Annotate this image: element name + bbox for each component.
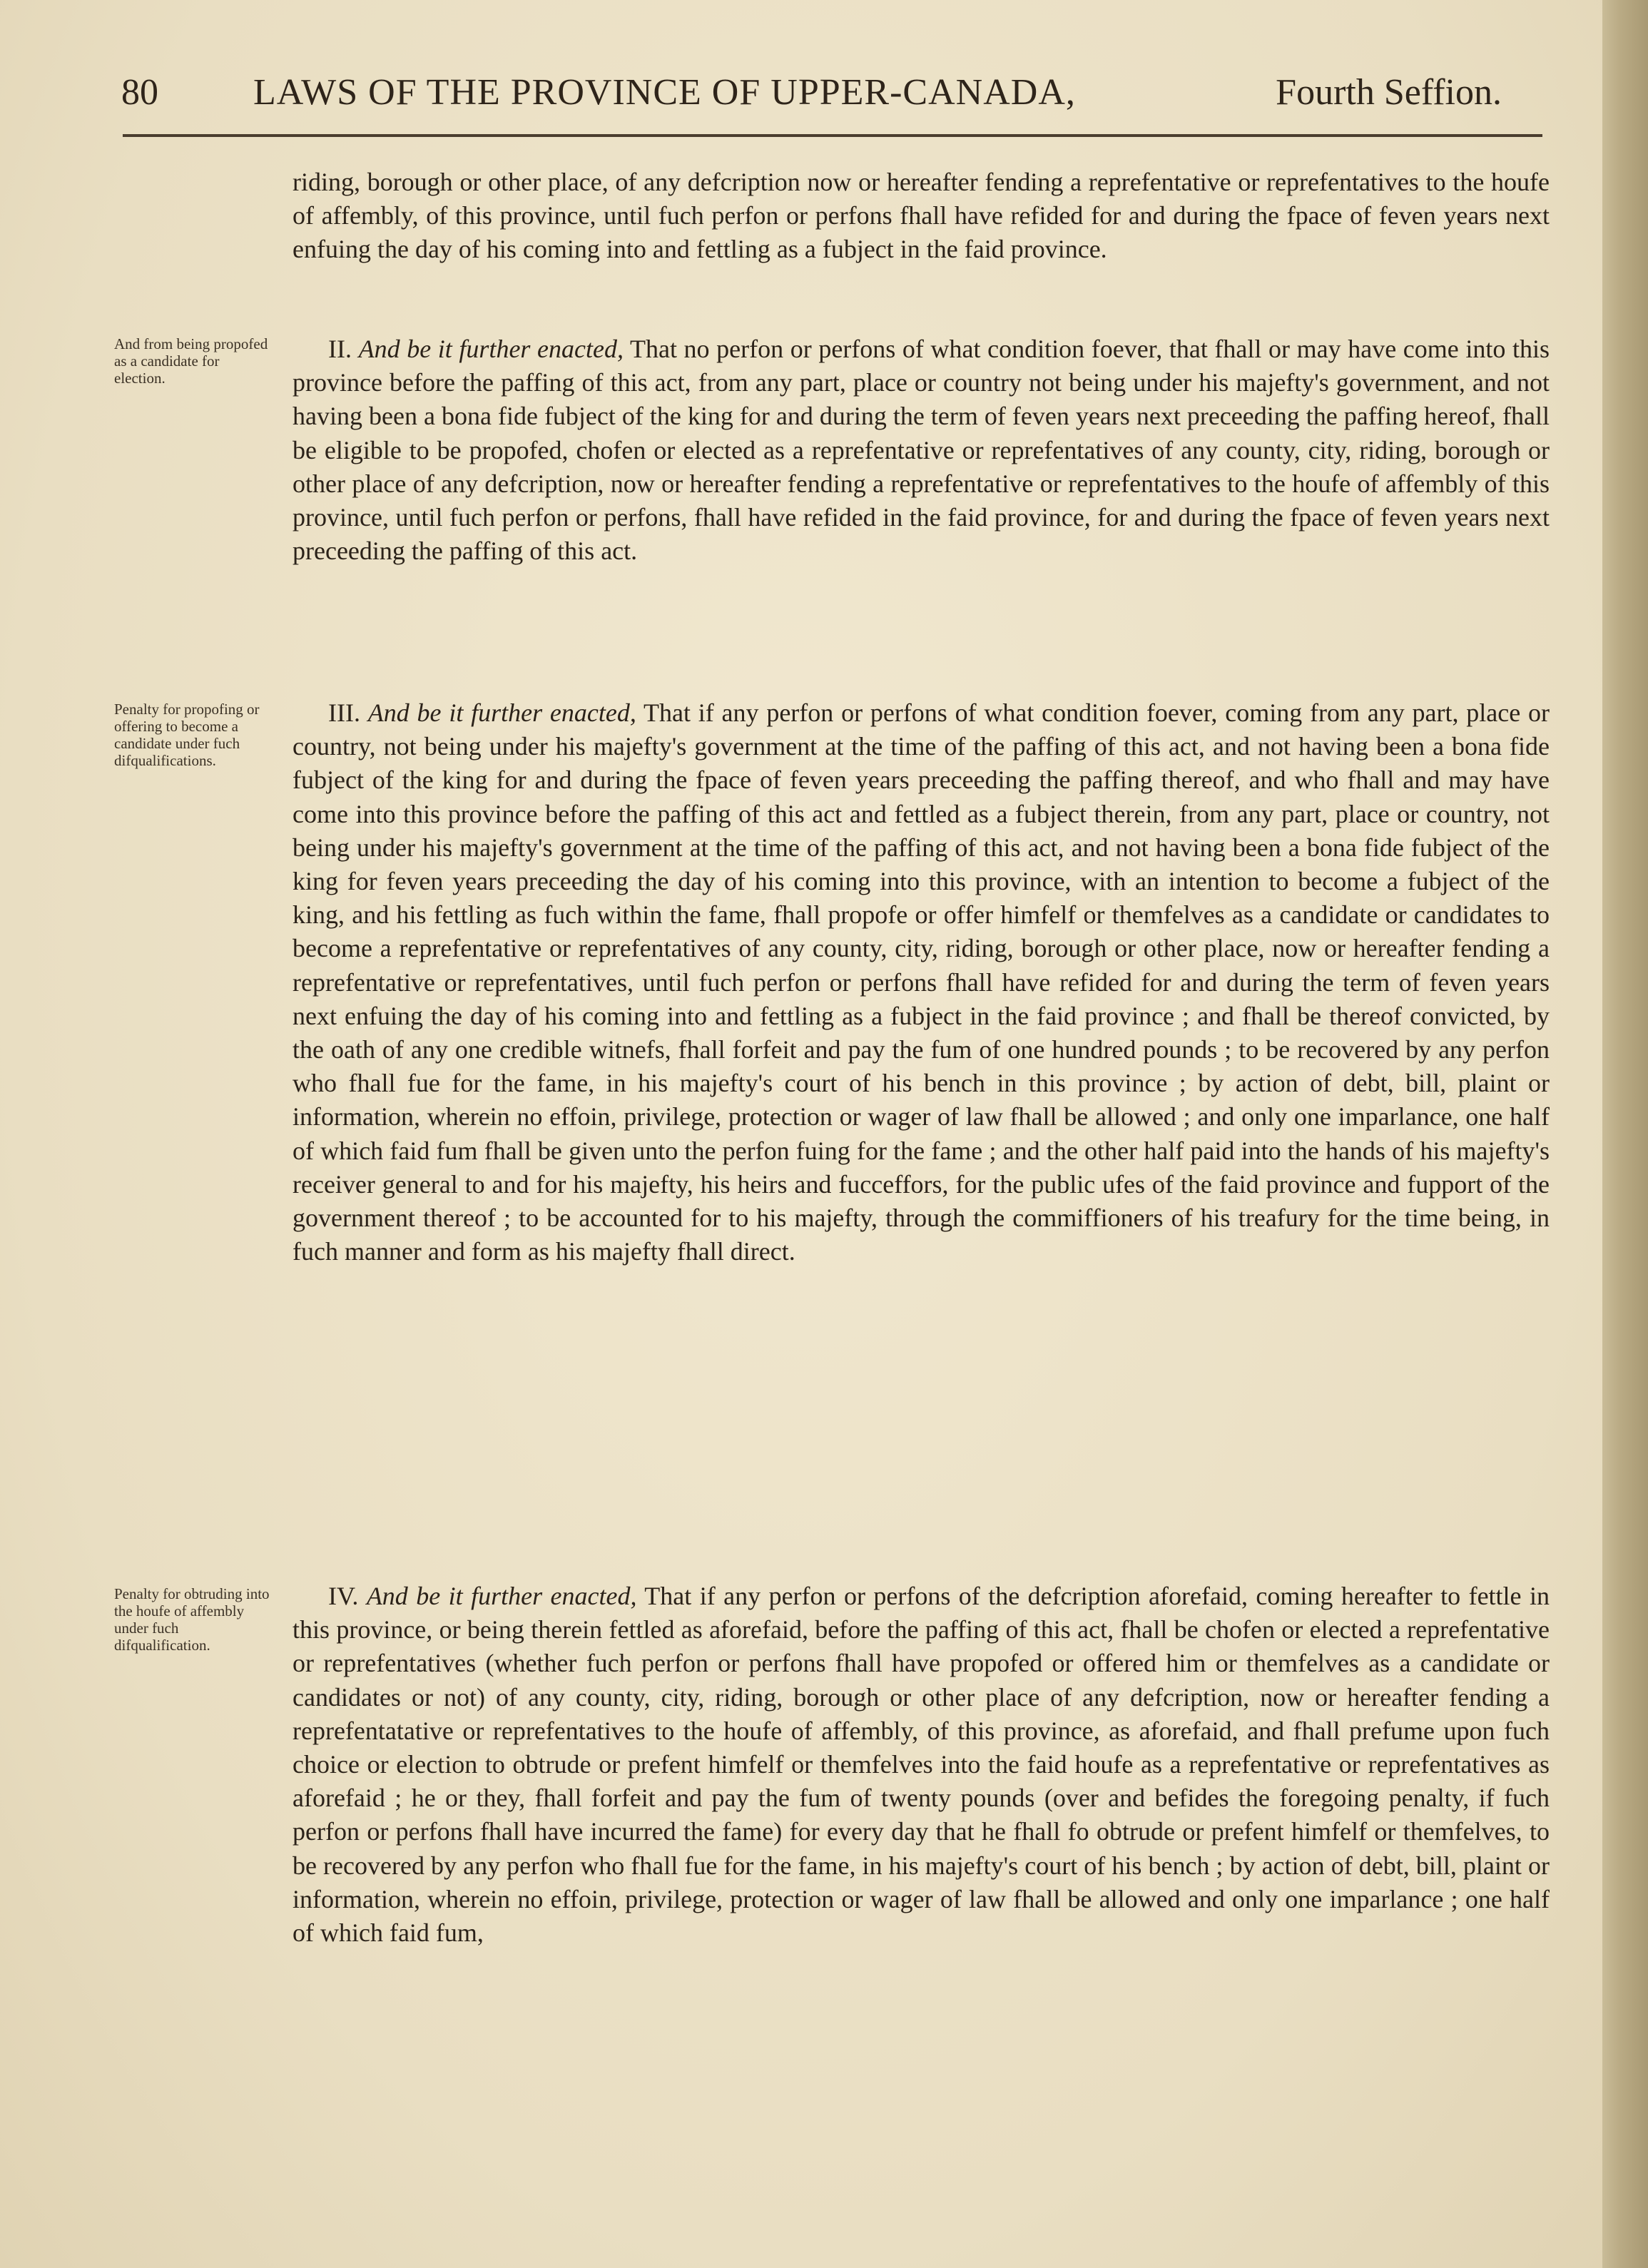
book-spine-edge: [1602, 0, 1648, 2268]
margin-note-penalty-proposing: Penalty for propofing or offering to become a candidate under fuch difqualifications.: [114, 701, 260, 769]
page-number: 80: [121, 72, 158, 113]
session-label: Fourth Seffion.: [1276, 72, 1502, 113]
section-paragraph: [293, 696, 1550, 1268]
running-title: LAWS OF THE PROVINCE OF UPPER-CANADA,: [253, 72, 1076, 113]
section-text: That no perfon or perfons of what condition foever, that fhall or may have come into this province before the paffing of this act, from any part, place or country not being under his majefty's government, and not having been a bona fide fubject of the king for and during the term of feven years next preceeding the paffing hereof, fhall be eligible to be propofed, chofen or elected as a reprefentative or reprefentatives of any county, city, riding, borough or other place of any defcription, now or hereafter fending a reprefentative or reprefentatives to the houfe of affembly of this province, until fuch perfon or perfons, fhall have refided in the faid province, for and during the fpace of feven years next preceeding the paffing of this act.: [293, 335, 1550, 566]
page-header: [121, 68, 1502, 118]
header-rule: [123, 134, 1542, 137]
section-text: That if any perfon or perfons of what condition foever, coming from any part, place or country, not being under his majefty's government at the time of the paffing of this act, and not having been a bona fide fubject of the king for and during the fpace of feven years preceeding the paffing thereof, and who fhall and may have come into this province before the paffing of this act and fettled as a fubject therein, from any part, place or country, not being under his majefty's government at the time of the paffing of this act, and not having been a bona fide fubject of the king for feven years preceeding the day of his coming into this province, with an intention to become a fubject of the king, and his fettling as fuch within the fame, fhall propofe or offer himfelf or themfelves as a candidate or candidates to become a reprefentative or reprefentatives of any county, city, riding, borough or other place, now or hereafter fending a reprefentative or reprefentatives, until fuch perfon or perfons fhall have refided for and during the term of feven years next enfuing the day of his coming into and fettling as a fubject in the faid province ; and fhall be thereof convicted, by the oath of any one credible witnefs, fhall forfeit and pay the fum of one hundred pounds ; to be recovered by any perfon who fhall fue for the fame, in his majefty's court of his bench in this province ; by action of debt, bill, plaint or information, wherein no effoin, privilege, protection or wager of law fhall be allowed ; and only one imparlance, one half of which faid fum fhall be given unto the perfon fuing for the fame ; and the other half paid into the hands of his majefty's receiver general to and for his majefty, his heirs and fucceffors, for the public ufes of the faid province and fupport of the government thereof ; to be accounted for to his majefty, through the commiffioners of his treafury for the time being, in fuch manner and form as his majefty fhall direct.: [293, 698, 1550, 1266]
section-paragraph: [293, 332, 1550, 568]
paragraph-text: riding, borough or other place, of any defcription now or hereafter fending a reprefentative or reprefentatives to the houfe of affembly, of this province, until fuch perfon or perfons fhall have refided for and during the fpace of feven years next enfuing the day of his coming into and fettling as a fubject in the faid province.: [293, 168, 1550, 264]
paragraph-continuation: [293, 166, 1550, 267]
section-paragraph: [293, 1580, 1550, 1950]
section-text: That if any perfon or perfons of the defcription aforefaid, coming hereafter to fettle in this province, or being therein fettled as aforefaid, before the paffing of this act, fhall be chofen or elected a reprefentative or reprefentatives (whether fuch perfon or perfons fhall have propofed or offered him or themfelves as a candidate or candidates or not) of any county, city, riding, borough or other place of any defcription, now or hereafter fending a reprefentatative or reprefentatives to the houfe of affembly, of this province, as aforefaid, and fhall prefume upon fuch choice or election to obtrude or prefent himfelf or themfelves into the faid houfe as a reprefentative or reprefentatives as aforefaid ; he or they, fhall forfeit and pay the fum of twenty pounds (over and befides the foregoing penalty, if fuch perfon or perfons fhall have incurred the fame) for every day that he fhall fo obtrude or prefent himfelf or themfelves, to be recovered by any perfon who fhall fue for the fame, in his majefty's court of his bench ; by action of debt, bill, plaint or information, wherein no effoin, privilege, protection or wager of law fhall be allowed and only one imparlance ; one half of which faid fum,: [293, 1582, 1550, 1948]
section-numeral: III.: [328, 698, 360, 727]
section-iii: [293, 696, 1550, 1268]
margin-note-penalty-obtruding: Penalty for obtruding into the houfe of affembly under fuch difqualification.: [114, 1585, 270, 1654]
section-ii: [293, 332, 1550, 568]
section-heading: And be it further enacted,: [366, 1582, 637, 1610]
section-heading: And be it further enacted,: [367, 698, 636, 727]
section-heading: And be it further enacted,: [358, 335, 624, 363]
margin-note-candidate-election: And from being propofed as a candidate for election.: [114, 335, 268, 387]
section-iv: [293, 1580, 1550, 1950]
section-numeral: IV.: [328, 1582, 359, 1610]
section-numeral: II.: [328, 335, 352, 363]
